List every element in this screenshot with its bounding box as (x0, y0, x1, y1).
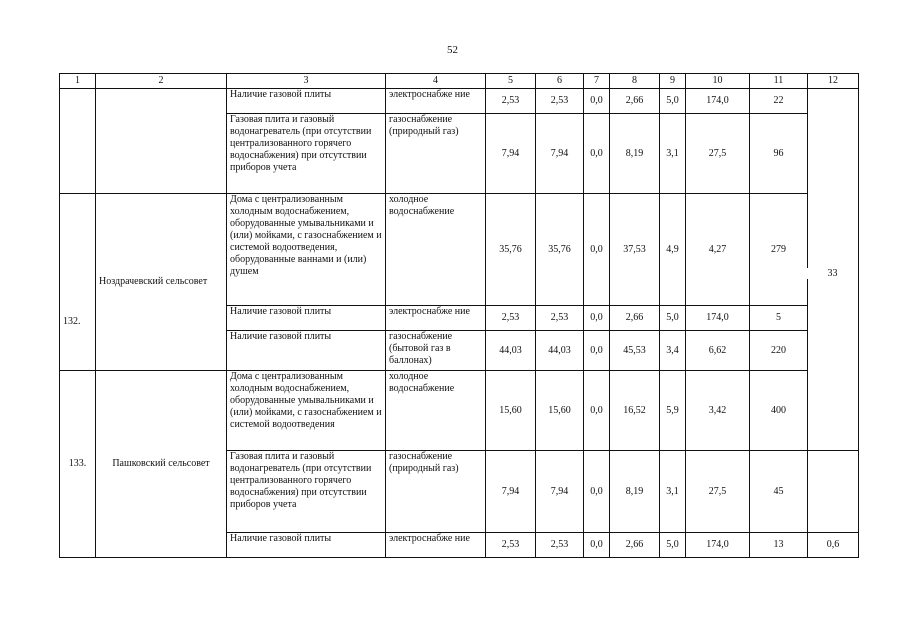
value-cell: 174,0 (686, 533, 750, 558)
value-cell: 5 (750, 306, 808, 331)
tariff-table (59, 73, 859, 558)
value-cell: 5,9 (660, 371, 686, 451)
value-cell: 2,66 (610, 533, 660, 558)
value-cell: 45 (750, 451, 808, 533)
value-cell: 7,94 (486, 451, 536, 533)
value-cell: 2,66 (610, 89, 660, 114)
value-cell: 8,19 (610, 114, 660, 194)
value-cell: 2,53 (536, 89, 584, 114)
value-cell: 7,94 (536, 451, 584, 533)
col-header: 11 (750, 74, 808, 89)
value-cell: 3,42 (686, 371, 750, 451)
resource-cell: электроснабже ние (386, 533, 486, 558)
resource-cell: холодное водоснабжение (386, 371, 486, 451)
condition-cell: Дома с централизованным холодным водоснабжением, оборудованные умывальниками и (или) мойками, с газоснабжением и системой водоотведения (227, 371, 386, 451)
value-cell: 5,0 (660, 89, 686, 114)
value-cell: 7,94 (486, 114, 536, 194)
resource-cell: электроснабже ние (386, 306, 486, 331)
table-row (60, 194, 859, 306)
table-row (60, 371, 859, 451)
value-cell: 174,0 (686, 89, 750, 114)
value-cell: 2,53 (536, 533, 584, 558)
condition-cell: Наличие газовой плиты (227, 533, 386, 558)
resource-cell: газоснабжение (бытовой газ в баллонах) (386, 331, 486, 371)
value-cell: 0,0 (584, 306, 610, 331)
resource-cell: газоснабжение (природный газ) (386, 451, 486, 533)
value-cell: 35,76 (536, 194, 584, 306)
value-cell: 5,0 (660, 533, 686, 558)
column-header-row (60, 74, 859, 89)
col-header: 4 (386, 74, 486, 89)
value-cell: 0,0 (584, 451, 610, 533)
condition-cell: Наличие газовой плиты (227, 306, 386, 331)
table-row (60, 89, 859, 114)
col-header: 3 (227, 74, 386, 89)
condition-cell: Газовая плита и газовый водонагреватель (при отсутствии централизованного горячего водоснабжения) при отсутствии приборов учета (227, 451, 386, 533)
col-header: 9 (660, 74, 686, 89)
value-cell: 15,60 (536, 371, 584, 451)
col-header: 5 (486, 74, 536, 89)
value-cell: 0,0 (584, 331, 610, 371)
value-cell: 0,0 (584, 533, 610, 558)
value-cell: 2,53 (486, 306, 536, 331)
value-cell: 15,60 (486, 371, 536, 451)
value-cell: 4,9 (660, 194, 686, 306)
settlement-cell: Ноздрачевский сельсовет (96, 194, 227, 371)
value-cell: 3,1 (660, 114, 686, 194)
value-cell: 3,1 (660, 451, 686, 533)
col-header: 2 (96, 74, 227, 89)
row-number-cell (60, 89, 96, 194)
value-cell: 0,0 (584, 89, 610, 114)
condition-cell: Наличие газовой плиты (227, 89, 386, 114)
value-cell: 2,66 (610, 306, 660, 331)
value-cell: 0,0 (584, 371, 610, 451)
value-cell: 45,53 (610, 331, 660, 371)
share-cell: 0,6 (808, 533, 859, 558)
value-cell: 220 (750, 331, 808, 371)
condition-cell: Наличие газовой плиты (227, 331, 386, 371)
value-cell: 2,53 (486, 89, 536, 114)
resource-cell: электроснабже ние (386, 89, 486, 114)
col-header: 12 (808, 74, 859, 89)
col-header: 10 (686, 74, 750, 89)
value-cell: 7,94 (536, 114, 584, 194)
value-cell: 16,52 (610, 371, 660, 451)
settlement-cell (96, 89, 227, 194)
settlement-cell: Пашковский сельсовет (96, 371, 227, 558)
value-cell: 4,27 (686, 194, 750, 306)
value-cell: 27,5 (686, 451, 750, 533)
value-cell: 279 (750, 194, 808, 306)
value-cell: 22 (750, 89, 808, 114)
value-cell: 174,0 (686, 306, 750, 331)
value-cell: 6,62 (686, 331, 750, 371)
value-cell: 8,19 (610, 451, 660, 533)
resource-cell: холодное водоснабжение (386, 194, 486, 306)
value-cell: 44,03 (536, 331, 584, 371)
col-header: 7 (584, 74, 610, 89)
resource-cell: газоснабжение (природный газ) (386, 114, 486, 194)
value-cell: 5,0 (660, 306, 686, 331)
condition-cell: Дома с централизованным холодным водоснабжением, оборудованные умывальниками и (или) мойками, с газоснабжением и системой водоотведения, оборудованные ваннами и (или) душем (227, 194, 386, 306)
col-header: 6 (536, 74, 584, 89)
col-header: 1 (60, 74, 96, 89)
value-cell: 13 (750, 533, 808, 558)
value-cell: 0,0 (584, 194, 610, 306)
value-cell: 27,5 (686, 114, 750, 194)
value-cell: 2,53 (486, 533, 536, 558)
value-cell: 3,4 (660, 331, 686, 371)
value-cell: 2,53 (536, 306, 584, 331)
col-header: 8 (610, 74, 660, 89)
value-cell: 35,76 (486, 194, 536, 306)
condition-cell: Газовая плита и газовый водонагреватель (при отсутствии централизованного горячего водоснабжения) при отсутствии приборов учета (227, 114, 386, 194)
row-number-cell: 132. (60, 194, 96, 371)
value-cell: 96 (750, 114, 808, 194)
page-number: 52 (447, 44, 458, 56)
row-number-cell: 133. (60, 371, 96, 558)
value-cell: 37,53 (610, 194, 660, 306)
value-cell: 400 (750, 371, 808, 451)
value-cell: 44,03 (486, 331, 536, 371)
value-cell: 0,0 (584, 114, 610, 194)
share-value-132: 33 (807, 268, 858, 279)
